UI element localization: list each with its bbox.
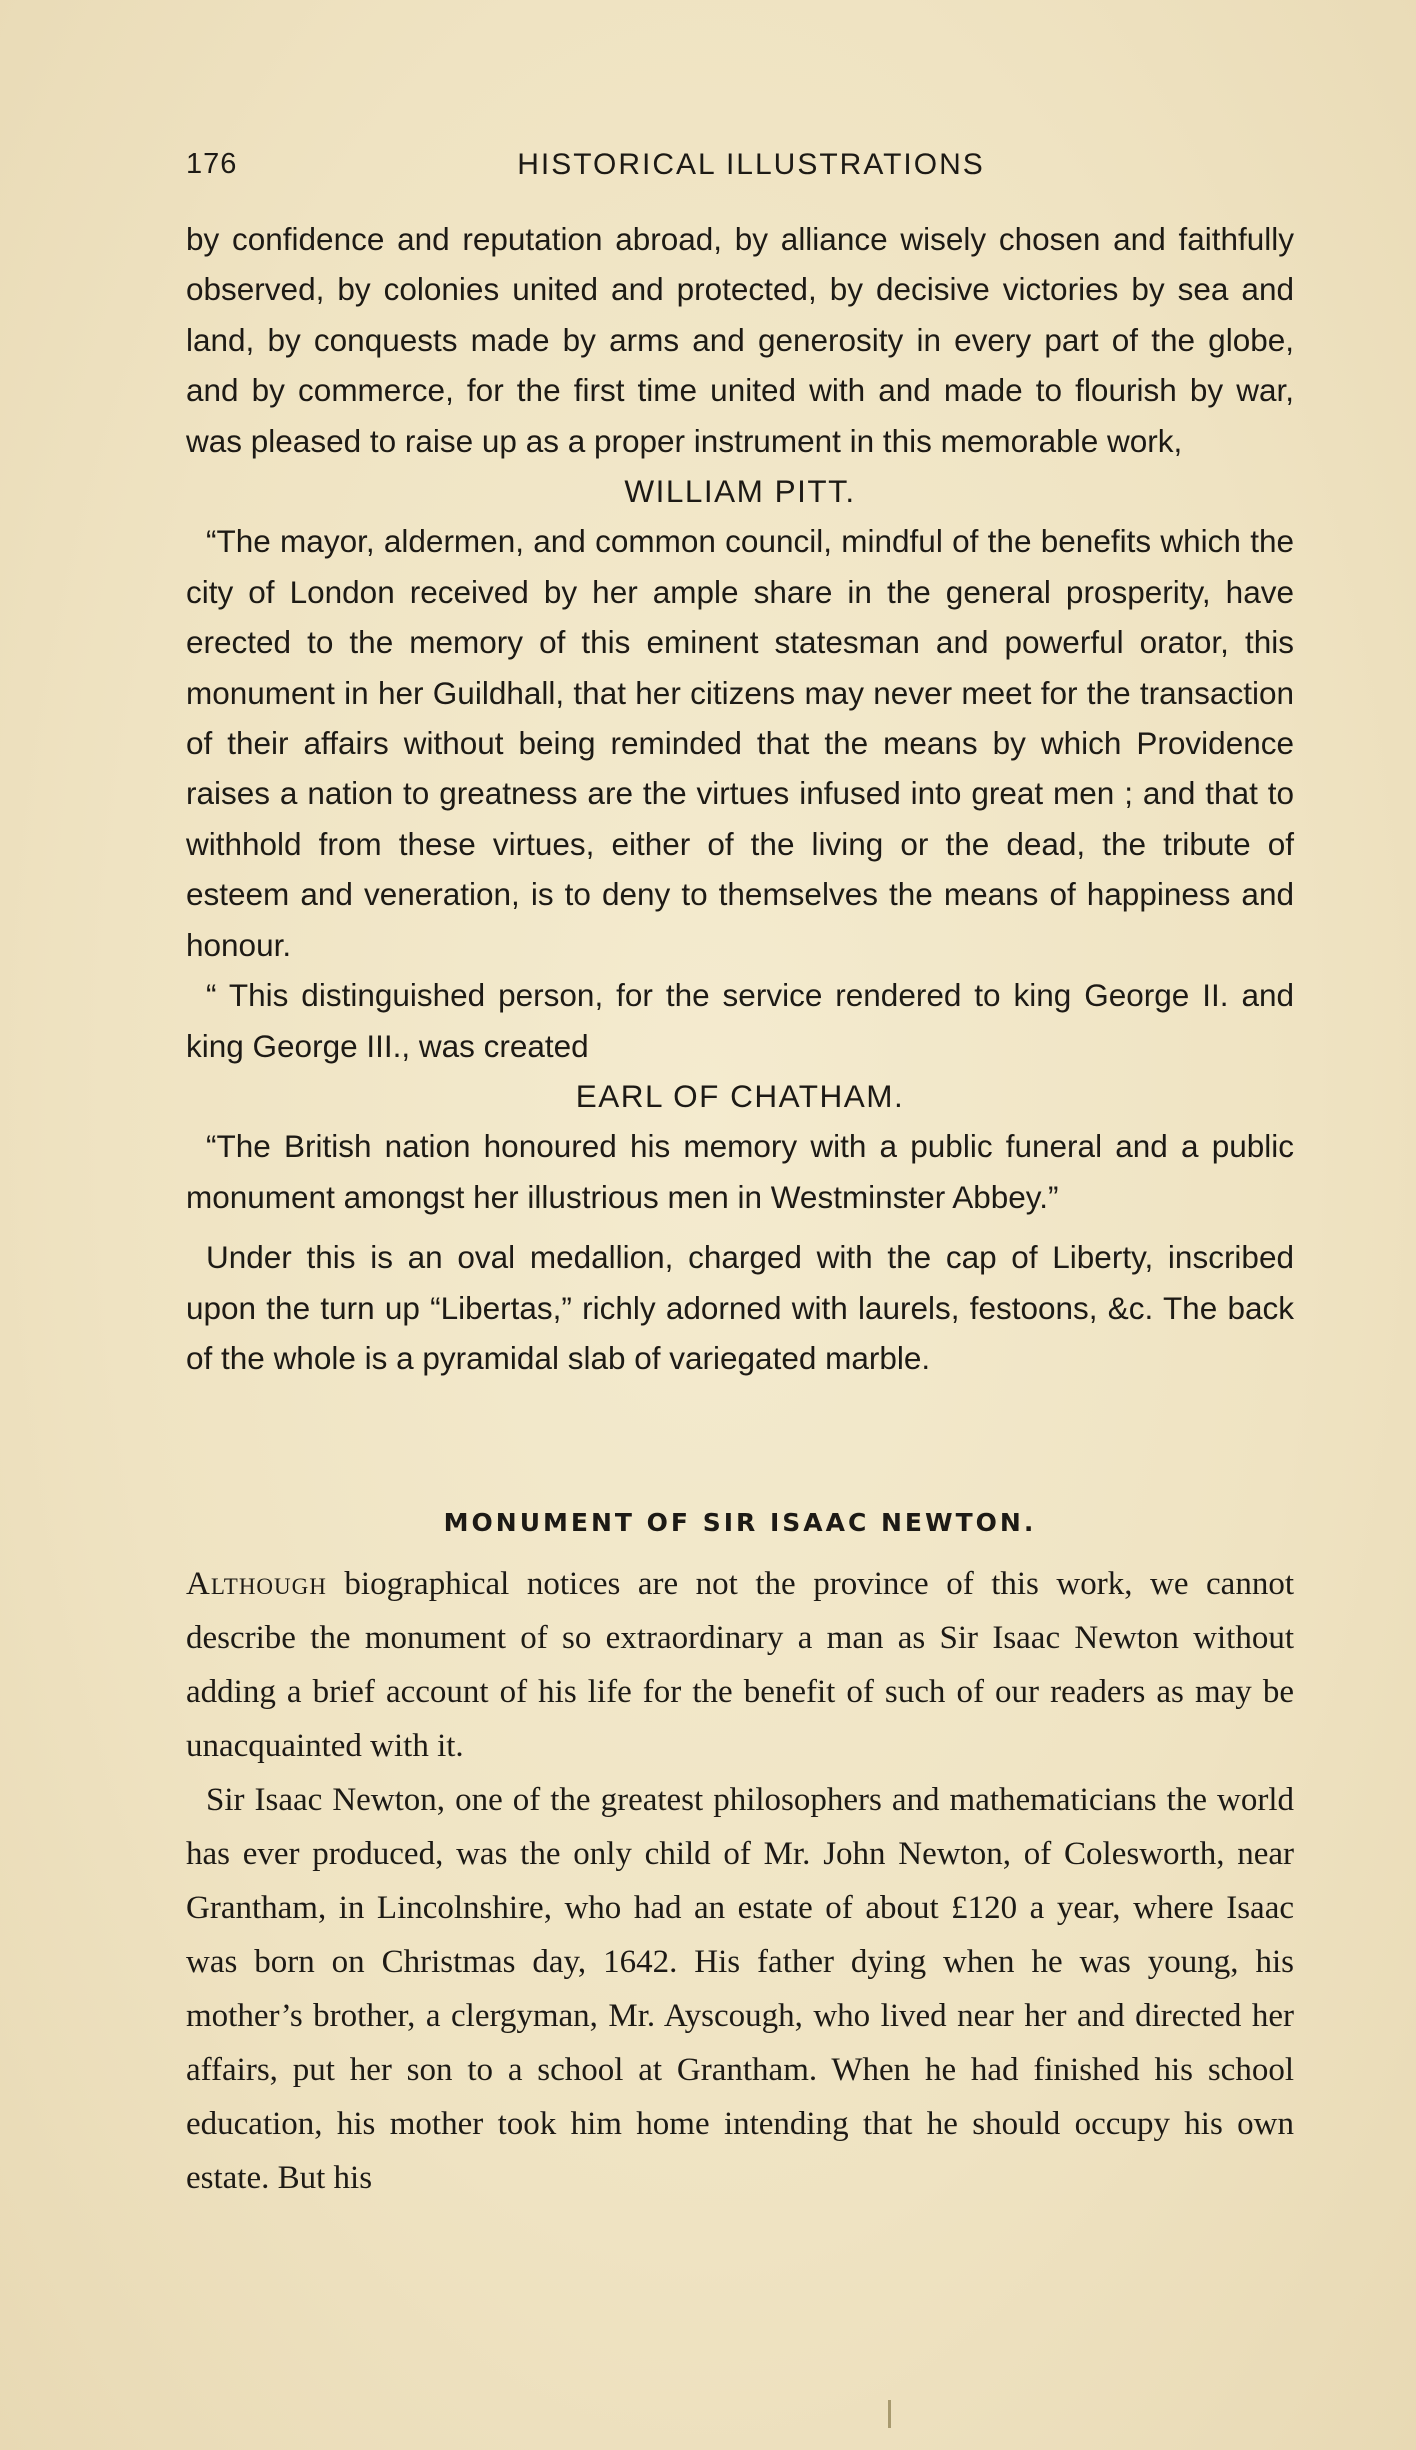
page-mark xyxy=(888,2400,891,2428)
section-heading: MONUMENT OF SIR ISAAC NEWTON. xyxy=(443,1508,1037,1538)
newton-paragraph-2: Sir Isaac Newton, one of the greatest philosophers and mathematicians the world has ever produced, was the only child of Mr. John Newton, of Colesworth, near Grantham, in Lincolnshire, who had an estate of about £120 a year, where Isaac was born on Christmas day, 1642. His father dying when he was young, his mother’s brother, a clergyman, Mr. Ayscough, who lived near her and directed her affairs, put her son to a school at Grantham. When he had finished his school education, his mother took him home intending that he should occupy his own estate. But his xyxy=(186,1782,1294,2197)
distinguished-paragraph: “ This distinguished person, for the service rendered to king George II. and king George III., was created xyxy=(186,977,1294,1064)
lead-word: Although xyxy=(186,1566,327,1603)
earl-title: EARL OF CHATHAM. xyxy=(575,1077,905,1114)
mayor-paragraph: “The mayor, aldermen, and common council, mindful of the benefits which the city of London received by her ample share in the general prosperity, have erected to the memory of this eminent statesman and powerful orator, this monument in her Guildhall, that her citizens may never meet for the transaction of their affairs without being reminded that the means by which Providence raises a nation to greatness are the virtues infused into great men ; and that to withhold from these virtues, either of the living or the dead, the tribute of esteem and veneration, is to deny to themselves the means of happiness and honour. xyxy=(186,523,1294,963)
running-head xyxy=(186,148,1296,188)
medallion-paragraph: Under this is an oval medallion, charged with the cap of Liberty, inscribed upon the turn up “Libertas,” richly adorned with laurels, festoons, &c. The back of the whole is a pyramidal slab of variegated marble. xyxy=(186,1239,1294,1376)
pitt-inscription-intro: by confidence and reputation abroad, by alliance wisely chosen and faithfully observed, by colonies united and protected, by decisive victories by sea and land, by conquests made by arms and generosity in every part of the globe, and by commerce, for the first time united with and made to flourish by war, was pleased to raise up as a proper instrument in this memorable work, xyxy=(186,221,1294,459)
newton-paragraph-1 xyxy=(186,1557,1294,1773)
body-text xyxy=(186,214,1294,2205)
page-number: 176 xyxy=(186,148,238,180)
pitt-name: WILLIAM PITT. xyxy=(624,473,856,510)
newton-paragraph-1-text: biographical notices are not the province of this work, we cannot describe the monument of so extraordinary a man as Sir Isaac Newton without adding a brief account of his life for the benefit of such of our readers as may be unacquainted with it. xyxy=(186,1566,1294,1765)
running-title: HISTORICAL ILLUSTRATIONS xyxy=(517,148,985,181)
british-nation-paragraph: “The British nation honoured his memory with a public funeral and a public monument amongst her illustrious men in Westminster Abbey.” xyxy=(186,1128,1294,1215)
